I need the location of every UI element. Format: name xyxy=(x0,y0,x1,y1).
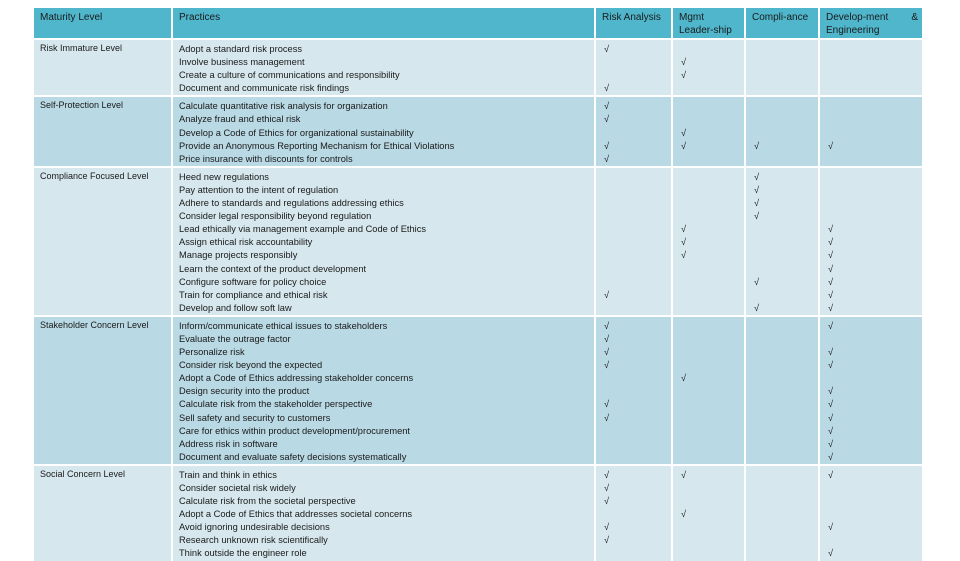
check-mark xyxy=(602,236,667,249)
table-row xyxy=(34,167,922,316)
check-mark: √ xyxy=(828,425,834,436)
check-mark: √ xyxy=(604,347,610,358)
check-mark xyxy=(679,289,740,302)
check-mark xyxy=(752,482,814,495)
check-mark xyxy=(752,534,814,547)
compliance-cell xyxy=(745,316,819,465)
check-mark: √ xyxy=(681,70,687,81)
check-mark: √ xyxy=(828,522,834,533)
practices-cell xyxy=(172,465,595,561)
check-mark: √ xyxy=(828,237,834,248)
check-mark: √ xyxy=(604,83,610,94)
check-mark xyxy=(679,82,740,95)
practice-item: Personalize risk xyxy=(179,347,245,358)
practice-item: Calculate quantitative risk analysis for organization xyxy=(179,101,388,112)
practice-item: Pay attention to the intent of regulation xyxy=(179,184,339,195)
header-mgmt-leadership: Mgmt Leader-ship xyxy=(672,8,745,39)
header-development: Develop-ment xyxy=(826,12,889,23)
check-mark xyxy=(679,320,740,333)
practice-item: Inform/communicate ethical issues to stakeholders xyxy=(179,320,388,331)
check-mark: √ xyxy=(604,289,610,300)
check-mark xyxy=(602,263,667,276)
check-mark xyxy=(752,43,814,56)
compliance-cell xyxy=(745,39,819,96)
check-mark: √ xyxy=(754,198,760,209)
check-mark: √ xyxy=(754,276,760,287)
check-mark xyxy=(679,346,740,359)
check-mark xyxy=(602,127,667,140)
practice-item: Train and think in ethics xyxy=(179,469,277,480)
compliance-cell xyxy=(745,465,819,561)
check-mark xyxy=(752,425,814,438)
check-mark xyxy=(602,171,667,184)
check-mark xyxy=(826,534,918,547)
check-mark xyxy=(826,113,918,126)
check-mark: √ xyxy=(604,360,610,371)
practice-item: Develop and follow soft law xyxy=(179,302,292,313)
check-mark xyxy=(752,82,814,95)
practice-item: Create a culture of communications and responsibility xyxy=(179,70,400,81)
check-mark xyxy=(752,372,814,385)
check-mark xyxy=(679,412,740,425)
check-mark xyxy=(679,276,740,289)
check-mark: √ xyxy=(681,509,687,520)
check-mark: √ xyxy=(604,522,610,533)
check-mark xyxy=(752,333,814,346)
check-mark xyxy=(826,210,918,223)
practice-item: Think outside the engineer role xyxy=(179,548,307,559)
check-mark xyxy=(752,495,814,508)
header-development-engineering xyxy=(819,8,922,39)
table-header-row xyxy=(34,8,922,39)
check-mark: √ xyxy=(828,438,834,449)
check-mark xyxy=(679,333,740,346)
check-mark xyxy=(679,425,740,438)
check-mark xyxy=(752,547,814,560)
practice-item: Involve business management xyxy=(179,57,305,68)
check-mark: √ xyxy=(828,347,834,358)
practice-item: Consider risk beyond the expected xyxy=(179,360,323,371)
check-mark: √ xyxy=(828,276,834,287)
check-mark xyxy=(826,197,918,210)
check-mark xyxy=(602,197,667,210)
practice-item: Research unknown risk scientifically xyxy=(179,535,328,546)
practice-item: Calculate risk from the stakeholder perspective xyxy=(179,399,373,410)
check-mark: √ xyxy=(604,535,610,546)
development-engineering-cell xyxy=(819,96,922,166)
check-mark xyxy=(679,534,740,547)
maturity-level-cell: Stakeholder Concern Level xyxy=(34,316,172,465)
check-mark: √ xyxy=(604,320,610,331)
check-mark xyxy=(679,184,740,197)
development-engineering-cell xyxy=(819,167,922,316)
check-mark xyxy=(679,113,740,126)
check-mark xyxy=(752,451,814,464)
check-mark xyxy=(826,127,918,140)
header-compliance: Compli-ance xyxy=(745,8,819,39)
practice-item: Analyze fraud and ethical risk xyxy=(179,114,301,125)
maturity-level-cell: Compliance Focused Level xyxy=(34,167,172,316)
check-mark: √ xyxy=(828,469,834,480)
check-mark: √ xyxy=(604,114,610,125)
maturity-level-cell: Social Concern Level xyxy=(34,465,172,561)
development-engineering-cell xyxy=(819,465,922,561)
practice-item: Develop a Code of Ethics for organizational sustainability xyxy=(179,127,414,138)
check-mark xyxy=(752,412,814,425)
check-mark xyxy=(752,113,814,126)
check-mark xyxy=(826,333,918,346)
check-mark xyxy=(602,372,667,385)
practice-item: Document and evaluate safety decisions systematically xyxy=(179,451,407,462)
check-mark: √ xyxy=(828,224,834,235)
maturity-level-cell: Self-Protection Level xyxy=(34,96,172,166)
practice-item: Assign ethical risk accountability xyxy=(179,237,313,248)
check-mark xyxy=(679,495,740,508)
check-mark xyxy=(679,197,740,210)
check-mark xyxy=(679,451,740,464)
risk-analysis-cell xyxy=(595,39,672,96)
check-mark xyxy=(752,398,814,411)
check-mark xyxy=(752,385,814,398)
check-mark xyxy=(602,547,667,560)
check-mark xyxy=(752,359,814,372)
check-mark: √ xyxy=(681,224,687,235)
check-mark xyxy=(826,82,918,95)
mgmt-leadership-cell xyxy=(672,316,745,465)
check-mark xyxy=(679,100,740,113)
check-mark xyxy=(826,43,918,56)
check-mark xyxy=(752,236,814,249)
compliance-cell xyxy=(745,96,819,166)
check-mark: √ xyxy=(681,57,687,68)
check-mark xyxy=(602,425,667,438)
check-mark xyxy=(752,223,814,236)
check-mark: √ xyxy=(828,263,834,274)
check-mark xyxy=(679,385,740,398)
check-mark: √ xyxy=(754,302,760,313)
check-mark xyxy=(602,249,667,262)
table-row xyxy=(34,465,922,561)
check-mark xyxy=(752,56,814,69)
mgmt-leadership-cell xyxy=(672,39,745,96)
check-mark xyxy=(679,521,740,534)
check-mark xyxy=(602,438,667,451)
check-mark xyxy=(679,171,740,184)
practice-item: Adopt a Code of Ethics addressing stakeholder concerns xyxy=(179,373,414,384)
practice-item: Learn the context of the product development xyxy=(179,263,367,274)
practice-item: Avoid ignoring undesirable decisions xyxy=(179,522,330,533)
check-mark: √ xyxy=(828,548,834,559)
mgmt-leadership-cell xyxy=(672,167,745,316)
risk-analysis-cell xyxy=(595,167,672,316)
table-body xyxy=(34,39,922,561)
check-mark xyxy=(826,184,918,197)
check-mark: √ xyxy=(828,360,834,371)
check-mark xyxy=(602,385,667,398)
risk-analysis-cell xyxy=(595,316,672,465)
check-mark: √ xyxy=(828,320,834,331)
check-mark xyxy=(679,398,740,411)
header-ampersand: & xyxy=(911,12,918,23)
check-mark: √ xyxy=(681,140,687,151)
practice-item: Adopt a Code of Ethics that addresses societal concerns xyxy=(179,509,413,520)
check-mark xyxy=(826,482,918,495)
check-mark xyxy=(826,153,918,166)
check-mark: √ xyxy=(828,399,834,410)
practice-item: Price insurance with discounts for controls xyxy=(179,153,353,164)
practice-item: Provide an Anonymous Reporting Mechanism for Ethical Violations xyxy=(179,140,455,151)
check-mark xyxy=(752,100,814,113)
check-mark: √ xyxy=(604,140,610,151)
mgmt-leadership-cell xyxy=(672,465,745,561)
risk-analysis-cell xyxy=(595,96,672,166)
practice-item: Evaluate the outrage factor xyxy=(179,333,291,344)
header-engineering: Engineering xyxy=(826,25,880,36)
check-mark xyxy=(602,302,667,315)
check-mark xyxy=(752,289,814,302)
practice-item: Consider societal risk widely xyxy=(179,483,296,493)
check-mark xyxy=(752,153,814,166)
practice-item: Configure software for policy choice xyxy=(179,276,327,287)
practice-item: Design security into the product xyxy=(179,386,310,397)
check-mark xyxy=(602,223,667,236)
check-mark: √ xyxy=(681,250,687,261)
check-mark xyxy=(602,451,667,464)
header-practices: Practices xyxy=(172,8,595,39)
check-mark xyxy=(602,56,667,69)
mgmt-leadership-cell xyxy=(672,96,745,166)
check-mark xyxy=(826,495,918,508)
practice-item: Consider legal responsibility beyond regulation xyxy=(179,211,372,222)
practice-item: Train for compliance and ethical risk xyxy=(179,289,328,300)
practice-item: Document and communicate risk findings xyxy=(179,83,350,94)
check-mark xyxy=(602,210,667,223)
practice-item: Care for ethics within product development/procurement xyxy=(179,425,410,436)
check-mark xyxy=(679,302,740,315)
check-mark: √ xyxy=(828,451,834,462)
check-mark: √ xyxy=(604,412,610,423)
practices-cell xyxy=(172,96,595,166)
check-mark xyxy=(826,56,918,69)
risk-analysis-cell xyxy=(595,465,672,561)
check-mark xyxy=(752,249,814,262)
check-mark xyxy=(679,153,740,166)
check-mark xyxy=(679,210,740,223)
practice-item: Address risk in software xyxy=(179,438,278,449)
check-mark xyxy=(752,469,814,482)
table-row xyxy=(34,316,922,465)
practice-item: Sell safety and security to customers xyxy=(179,412,331,423)
check-mark: √ xyxy=(828,250,834,261)
check-mark xyxy=(752,127,814,140)
check-mark xyxy=(679,359,740,372)
check-mark: √ xyxy=(754,140,760,151)
check-mark: √ xyxy=(604,496,610,507)
check-mark: √ xyxy=(754,211,760,222)
check-mark xyxy=(679,547,740,560)
check-mark: √ xyxy=(828,386,834,397)
header-maturity-level: Maturity Level xyxy=(34,8,172,39)
practice-item: Calculate risk from the societal perspective xyxy=(179,496,356,507)
check-mark xyxy=(752,320,814,333)
check-mark xyxy=(826,171,918,184)
practices-cell xyxy=(172,167,595,316)
compliance-cell xyxy=(745,167,819,316)
check-mark: √ xyxy=(754,184,760,195)
header-risk-analysis: Risk Analysis xyxy=(595,8,672,39)
check-mark: √ xyxy=(681,237,687,248)
check-mark: √ xyxy=(681,127,687,138)
check-mark: √ xyxy=(828,412,834,423)
check-mark: √ xyxy=(828,140,834,151)
check-mark xyxy=(602,276,667,289)
check-mark xyxy=(826,508,918,521)
table-row xyxy=(34,39,922,96)
check-mark: √ xyxy=(681,469,687,480)
check-mark xyxy=(602,69,667,82)
check-mark: √ xyxy=(604,101,610,112)
development-engineering-cell xyxy=(819,39,922,96)
practice-item: Lead ethically via management example and Code of Ethics xyxy=(179,224,427,235)
table-row xyxy=(34,96,922,166)
development-engineering-cell xyxy=(819,316,922,465)
maturity-practices-table xyxy=(34,8,922,561)
check-mark: √ xyxy=(828,302,834,313)
check-mark xyxy=(679,482,740,495)
check-mark xyxy=(826,69,918,82)
check-mark: √ xyxy=(754,171,760,182)
check-mark: √ xyxy=(828,289,834,300)
practice-item: Manage projects responsibly xyxy=(179,250,298,261)
check-mark: √ xyxy=(604,153,610,164)
practices-cell xyxy=(172,39,595,96)
practice-item: Adhere to standards and regulations addressing ethics xyxy=(179,198,404,209)
check-mark xyxy=(602,508,667,521)
check-mark: √ xyxy=(604,469,610,480)
check-mark: √ xyxy=(604,44,610,54)
practices-cell xyxy=(172,316,595,465)
check-mark xyxy=(752,263,814,276)
check-mark xyxy=(752,508,814,521)
check-mark xyxy=(826,372,918,385)
check-mark xyxy=(679,263,740,276)
check-mark: √ xyxy=(681,373,687,384)
check-mark: √ xyxy=(604,483,610,493)
check-mark: √ xyxy=(604,333,610,344)
check-mark xyxy=(826,100,918,113)
practice-item: Adopt a standard risk process xyxy=(179,44,302,54)
check-mark: √ xyxy=(604,399,610,410)
check-mark xyxy=(752,346,814,359)
maturity-level-cell: Risk Immature Level xyxy=(34,39,172,96)
practice-item: Heed new regulations xyxy=(179,171,269,182)
check-mark xyxy=(752,69,814,82)
check-mark xyxy=(752,521,814,534)
check-mark xyxy=(752,438,814,451)
check-mark xyxy=(679,438,740,451)
check-mark xyxy=(602,184,667,197)
check-mark xyxy=(679,43,740,56)
